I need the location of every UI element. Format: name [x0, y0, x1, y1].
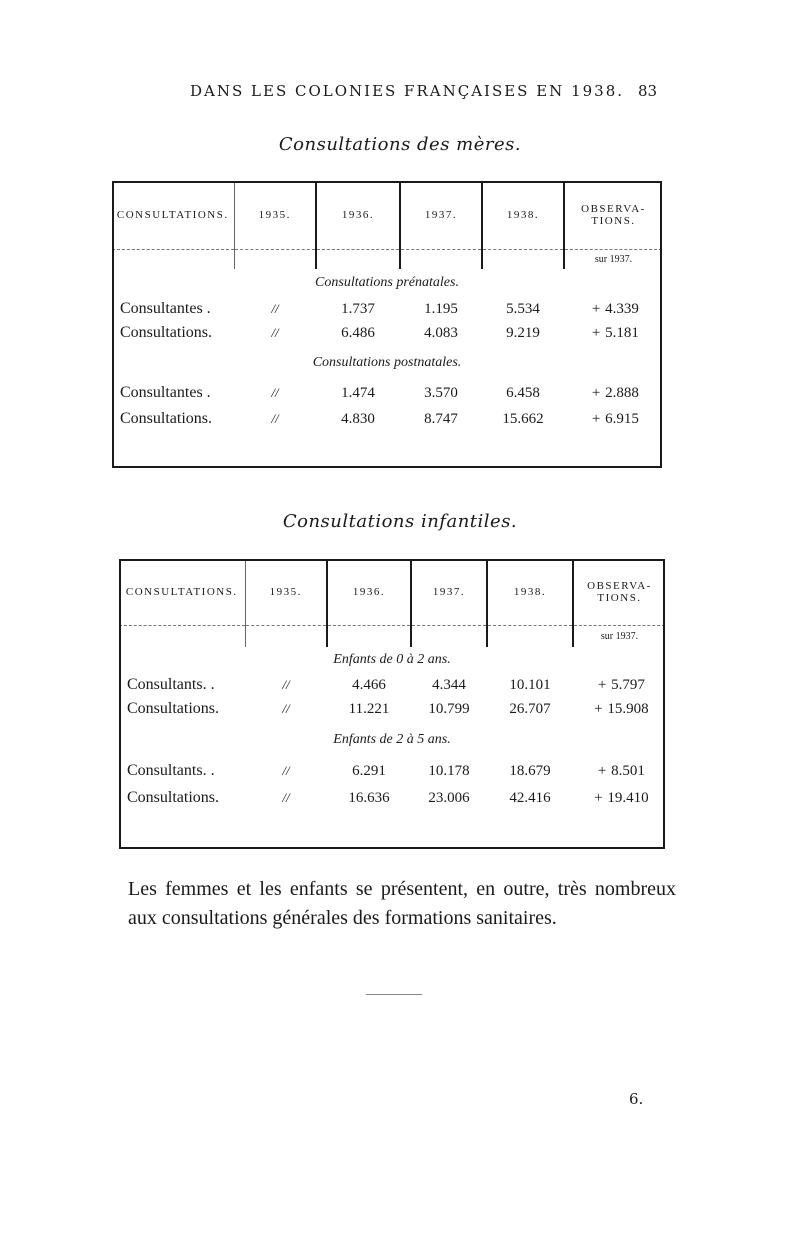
cell-observation [564, 321, 662, 345]
row-label: Consultants. . [127, 676, 215, 693]
col-header-observations: OBSERVA-TIONS. [564, 183, 662, 247]
cell-1938: 6.458 [506, 384, 540, 401]
cell-1938: 5.534 [506, 300, 540, 317]
obs-note: sur 1937. [564, 249, 662, 269]
cell-observation [564, 297, 662, 321]
cell-1938: 18.679 [509, 762, 551, 779]
row-label: Consultations. [120, 410, 213, 427]
cell-observation [573, 759, 665, 783]
obs-value: 6.915 [605, 410, 639, 427]
col-header-1938: 1938. [487, 561, 573, 623]
table-row [112, 405, 662, 433]
closing-paragraph: Les femmes et les enfants se présentent, en outre, très nombreux aux consultations générales des formations sanitaires. [128, 878, 676, 929]
cell-1935: // [282, 763, 290, 778]
col-header-1937: 1937. [400, 183, 482, 247]
row-label: Consultations. [120, 324, 213, 341]
plus-sign: + [591, 324, 601, 341]
plus-sign: + [597, 676, 607, 693]
cell-1938: 42.416 [509, 789, 551, 806]
cell-1938: 15.662 [502, 410, 544, 427]
section-title-postnatal: Consultations postnatales. [312, 355, 462, 370]
section-title-2-5: Enfants de 2 à 5 ans. [333, 732, 451, 747]
obs-value: 19.410 [607, 789, 649, 806]
cell-1935: // [282, 790, 290, 805]
row-label: Consultants. . [127, 762, 215, 779]
end-rule [366, 994, 422, 995]
obs-value: 2.888 [605, 384, 639, 401]
cell-1935: // [271, 301, 279, 316]
cell-observation [573, 783, 665, 813]
section-title-0-2: Enfants de 0 à 2 ans. [333, 652, 451, 667]
cell-1938: 9.219 [506, 324, 540, 341]
table-row [119, 673, 665, 697]
cell-1936: 11.221 [348, 700, 390, 717]
col-header-1935: 1935. [234, 183, 316, 247]
obs-value: 5.181 [605, 324, 639, 341]
table2-caption: Consultations infantiles. [282, 511, 518, 532]
obs-value: 4.339 [605, 300, 639, 317]
col-header-1937: 1937. [411, 561, 487, 623]
row-label: Consultations. [127, 700, 220, 717]
running-title: DANS LES COLONIES FRANÇAISES EN 1938. [190, 82, 625, 100]
running-header [0, 82, 800, 106]
table-row [119, 783, 665, 813]
col-header-consultations: CONSULTATIONS. [116, 209, 229, 221]
cell-1937: 10.799 [428, 700, 470, 717]
table-row [112, 321, 662, 345]
cell-1935: // [271, 385, 279, 400]
plus-sign: + [594, 700, 603, 717]
cell-1938: 26.707 [509, 700, 551, 717]
cell-1936: 6.291 [352, 762, 386, 779]
page-number: 83 [638, 82, 658, 100]
cell-1935: // [282, 701, 290, 716]
cell-1936: 1.737 [341, 300, 375, 317]
cell-1936: 4.466 [352, 676, 386, 693]
cell-1936: 4.830 [341, 410, 375, 427]
cell-1936: 16.636 [348, 789, 390, 806]
plus-sign: + [594, 789, 603, 806]
row-label: Consultations. [127, 789, 220, 806]
plus-sign: + [591, 410, 601, 427]
cell-1937: 10.178 [428, 762, 470, 779]
col-header-1936: 1936. [316, 183, 400, 247]
obs-value: 15.908 [607, 700, 649, 717]
col-header-consultations: CONSULTATIONS. [125, 586, 238, 598]
cell-1937: 3.570 [424, 384, 458, 401]
signature-mark: 6. [629, 1090, 644, 1108]
cell-observation [564, 405, 662, 433]
cell-1936: 6.486 [341, 324, 375, 341]
table1-caption: Consultations des mères. [278, 134, 522, 155]
col-header-1938: 1938. [482, 183, 564, 247]
cell-1935: // [271, 411, 279, 426]
col-header-observations: OBSERVA-TIONS. [573, 561, 665, 623]
cell-1937: 4.083 [424, 324, 458, 341]
obs-value: 5.797 [611, 676, 645, 693]
cell-1938: 10.101 [509, 676, 551, 693]
obs-note: sur 1937. [573, 625, 665, 647]
table-row [112, 381, 662, 405]
cell-observation [573, 697, 665, 721]
cell-1937: 4.344 [432, 676, 466, 693]
cell-1936: 1.474 [341, 384, 375, 401]
col-header-1936: 1936. [327, 561, 411, 623]
col-header-1935: 1935. [245, 561, 327, 623]
table2-header-row [119, 561, 665, 623]
plus-sign: + [591, 300, 601, 317]
table1-header-row [112, 183, 662, 247]
table-row [119, 759, 665, 783]
cell-1937: 1.195 [424, 300, 458, 317]
table-mothers [112, 183, 662, 433]
cell-1935: // [282, 677, 290, 692]
cell-1937: 23.006 [428, 789, 470, 806]
cell-1937: 8.747 [424, 410, 458, 427]
plus-sign: + [591, 384, 601, 401]
row-label: Consultantes . [120, 300, 211, 317]
table-row [112, 297, 662, 321]
table-row [119, 697, 665, 721]
cell-observation [564, 381, 662, 405]
plus-sign: + [597, 762, 607, 779]
cell-observation [573, 673, 665, 697]
row-label: Consultantes . [120, 384, 211, 401]
table-infants [119, 561, 665, 813]
cell-1935: // [271, 325, 279, 340]
obs-value: 8.501 [611, 762, 645, 779]
section-title-prenatal: Consultations prénatales. [315, 275, 459, 290]
